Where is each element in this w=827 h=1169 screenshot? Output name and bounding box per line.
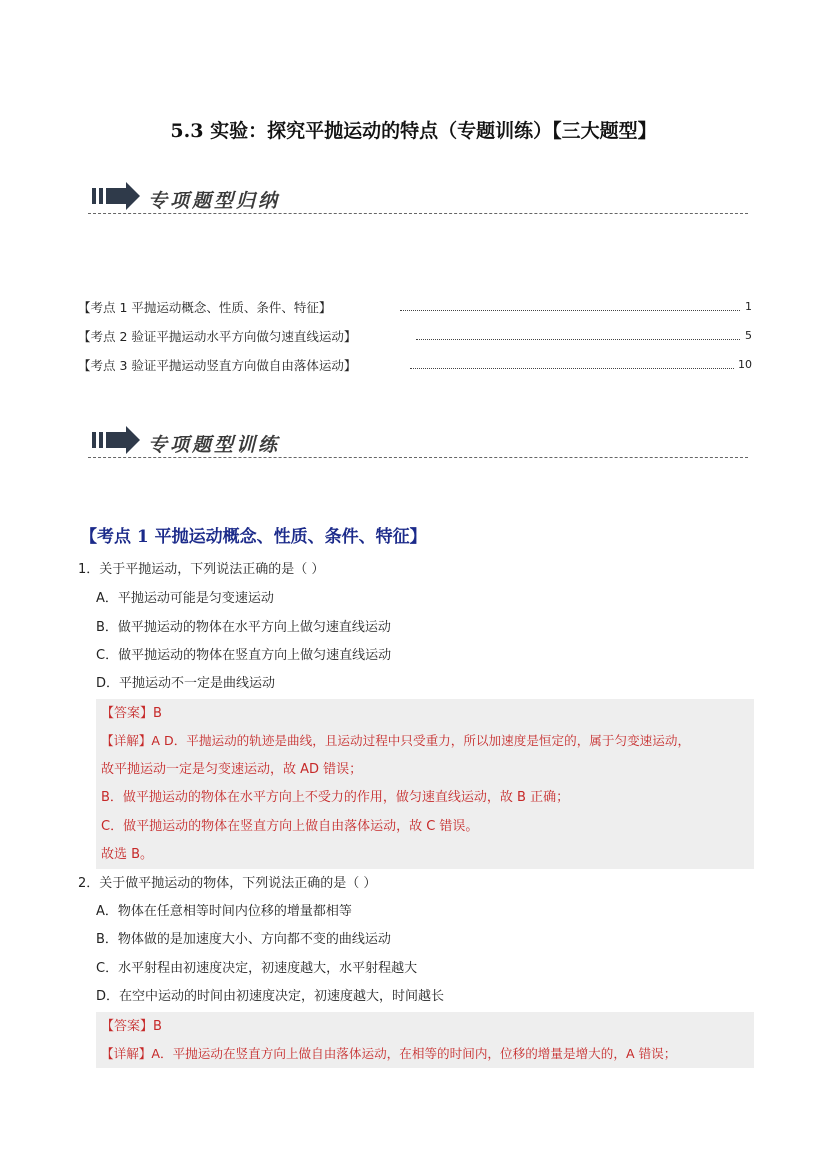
page-title: 5.3 实验：探究平抛运动的特点（专题训练）【三大题型】 [170, 120, 657, 142]
section-banner-training [88, 424, 748, 464]
answer-label: 【答案】B [101, 1019, 162, 1034]
option-a: A．平抛运动可能是匀变速运动 [96, 591, 274, 606]
answer-detail-line: C．做平抛运动的物体在竖直方向上做自由落体运动，故 C 错误。 [101, 819, 479, 834]
banner-title: 专项题型归纳 [148, 190, 281, 212]
banner-divider [88, 213, 748, 214]
toc-leader [410, 356, 734, 369]
option-b: B．物体做的是加速度大小、方向都不变的曲线运动 [96, 932, 391, 947]
answer-detail-line: B．做平抛运动的物体在水平方向上不受力的作用，做匀速直线运动，故 B 正确； [101, 790, 570, 805]
question-stem: 2．关于做平抛运动的物体，下列说法正确的是（ ） [78, 876, 377, 891]
toc-item-label: 【考点 1 平抛运动概念、性质、条件、特征】 [78, 300, 332, 315]
arrow-icon [92, 182, 142, 210]
option-b: B．做平抛运动的物体在水平方向上做匀速直线运动 [96, 620, 391, 635]
banner-title: 专项题型训练 [148, 434, 281, 456]
option-a: A．物体在任意相等时间内位移的增量都相等 [96, 904, 352, 919]
answer-detail-line: 故选 B。 [101, 847, 154, 862]
toc-leader [416, 327, 740, 340]
arrow-icon [92, 426, 142, 454]
option-c: C．水平射程由初速度决定，初速度越大，水平射程越大 [96, 961, 418, 976]
answer-detail-line: 【详解】A D．平抛运动的轨迹是曲线，且运动过程中只受重力，所以加速度是恒定的，属于匀变速运动， [101, 733, 691, 748]
question-stem: 1．关于平抛运动，下列说法正确的是（ ） [78, 562, 325, 577]
toc-page-number: 1 [745, 300, 752, 313]
toc-page-number: 5 [745, 329, 752, 342]
toc-item-label: 【考点 2 验证平抛运动水平方向做匀速直线运动】 [78, 329, 357, 344]
toc-item-1[interactable] [78, 298, 754, 318]
section-heading: 【考点 1 平抛运动概念、性质、条件、特征】 [80, 527, 427, 547]
section-banner-summary [88, 180, 748, 220]
toc-item-3[interactable] [78, 356, 754, 376]
toc-item-label: 【考点 3 验证平抛运动竖直方向做自由落体运动】 [78, 358, 357, 373]
answer-detail-line: 故平抛运动一定是匀变速运动，故 AD 错误； [101, 762, 363, 777]
option-d: D．平抛运动不一定是曲线运动 [96, 676, 276, 691]
answer-label: 【答案】B [101, 706, 162, 721]
banner-divider [88, 457, 748, 458]
answer-box [96, 699, 754, 869]
answer-detail-line: 【详解】A．平抛运动在竖直方向上做自由落体运动，在相等的时间内，位移的增量是增大的，A 错误； [101, 1046, 677, 1061]
toc-item-2[interactable] [78, 327, 754, 347]
toc-leader [400, 298, 740, 311]
toc-page-number: 10 [738, 358, 752, 371]
option-d: D．在空中运动的时间由初速度决定，初速度越大，时间越长 [96, 989, 445, 1004]
option-c: C．做平抛运动的物体在竖直方向上做匀速直线运动 [96, 648, 392, 663]
